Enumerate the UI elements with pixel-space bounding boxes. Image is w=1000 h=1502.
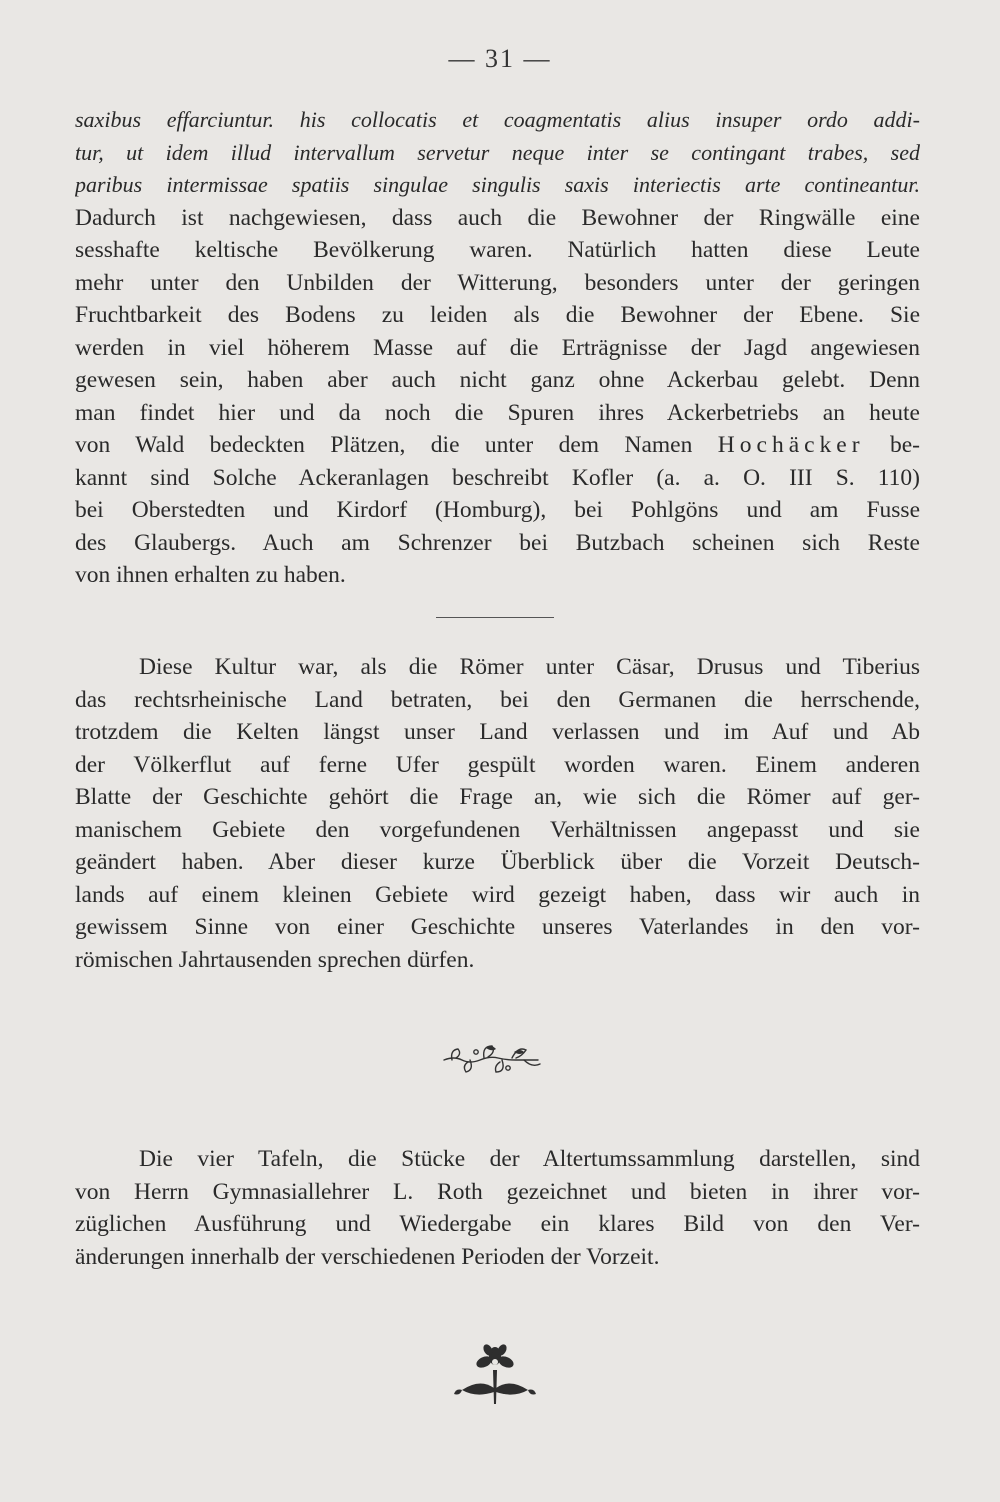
text-line: sesshafte keltische Bevölkerung waren. Natürlich hatten diese Leute [75,237,920,263]
text-line: das rechtsrheinische Land betraten, bei den Germanen die herrschende, [75,686,920,713]
text-segment: be- [890,432,920,458]
text-line: der Völkerflut auf ferne Ufer gespült worden waren. Einem anderen [75,751,920,778]
text-line: züglichen Ausführung und Wiedergabe ein klares Bild von den Ver- [75,1211,920,1237]
paragraph-2 [75,651,920,976]
paragraph-3 [75,1143,920,1273]
latin-quote-line-1: saxibus effarciuntur. his collocatis et coagmentatis alius insuper ordo addi- [75,107,920,132]
text-line: lands auf einem kleinen Gebiete wird gezeigt haben, dass wir auch in [75,881,920,908]
text-line: gewesen sein, haben aber auch nicht ganz ohne Ackerbau gelebt. Denn [75,367,920,393]
text-line: Dadurch ist nachgewiesen, dass auch die Bewohner der Ringwälle eine [75,204,920,231]
text-line: mehr unter den Unbilden der Witterung, besonders unter der geringen [75,269,920,296]
page-number: — 31 — [448,44,552,73]
section-divider [436,617,554,618]
text-line: von Herrn Gymnasiallehrer L. Roth gezeichnet und bieten in ihrer vor- [75,1178,920,1205]
text-line: römischen Jahrtausenden sprechen dürfen. [75,946,475,973]
flower-ornament-icon [450,1342,540,1412]
spaced-term-hochaecker: Hochäcker [717,432,865,458]
latin-quote-line-2: tur, ut idem illud intervallum servetur neque inter se contingant trabes, sed [75,139,920,165]
text-line: geändert haben. Aber dieser kurze Überblick über die Vorzeit Deutsch- [75,849,920,875]
text-line: trotzdem die Kelten längst unser Land verlassen und im Auf und Ab [75,719,920,745]
vine-ornament-icon [440,1040,548,1078]
text-line: kannt sind Solche Ackeranlagen beschreibt Kofler (a. a. O. III S. 110) [75,464,920,491]
paragraph-1 [75,104,920,592]
text-line: gewissem Sinne von einer Geschichte unseres Vaterlandes in den vor- [75,914,920,940]
text-segment: von Wald bedeckten Plätzen, die unter dem Namen [75,432,693,458]
text-line: änderungen innerhalb der verschiedenen Perioden der Vorzeit. [75,1243,660,1270]
text-line: Die vier Tafeln, die Stücke der Altertumssammlung darstellen, sind [139,1146,920,1172]
text-line: werden in viel höherem Masse auf die Erträgnisse der Jagd angewiesen [75,334,920,361]
text-line-hochaecker [75,429,920,462]
text-line: Fruchtbarkeit des Bodens zu leiden als die Bewohner der Ebene. Sie [75,302,920,328]
text-line: bei Oberstedten und Kirdorf (Homburg), bei Pohlgöns und am Fusse [75,497,920,523]
text-line: des Glaubergs. Auch am Schrenzer bei Butzbach scheinen sich Reste [75,529,920,556]
text-line: man findet hier und da noch die Spuren ihres Ackerbetriebs an heute [75,399,920,426]
text-line: manischem Gebiete den vorgefundenen Verhältnissen angepasst und sie [75,816,920,843]
latin-quote-line-3: paribus intermissae spatiis singulae singulis saxis interiectis arte contineantur. [75,172,920,197]
text-line: Diese Kultur war, als die Römer unter Cäsar, Drusus und Tiberius [139,654,920,680]
text-line: von ihnen erhalten zu haben. [75,562,346,588]
text-line: Blatte der Geschichte gehört die Frage an, wie sich die Römer auf ger- [75,784,920,810]
